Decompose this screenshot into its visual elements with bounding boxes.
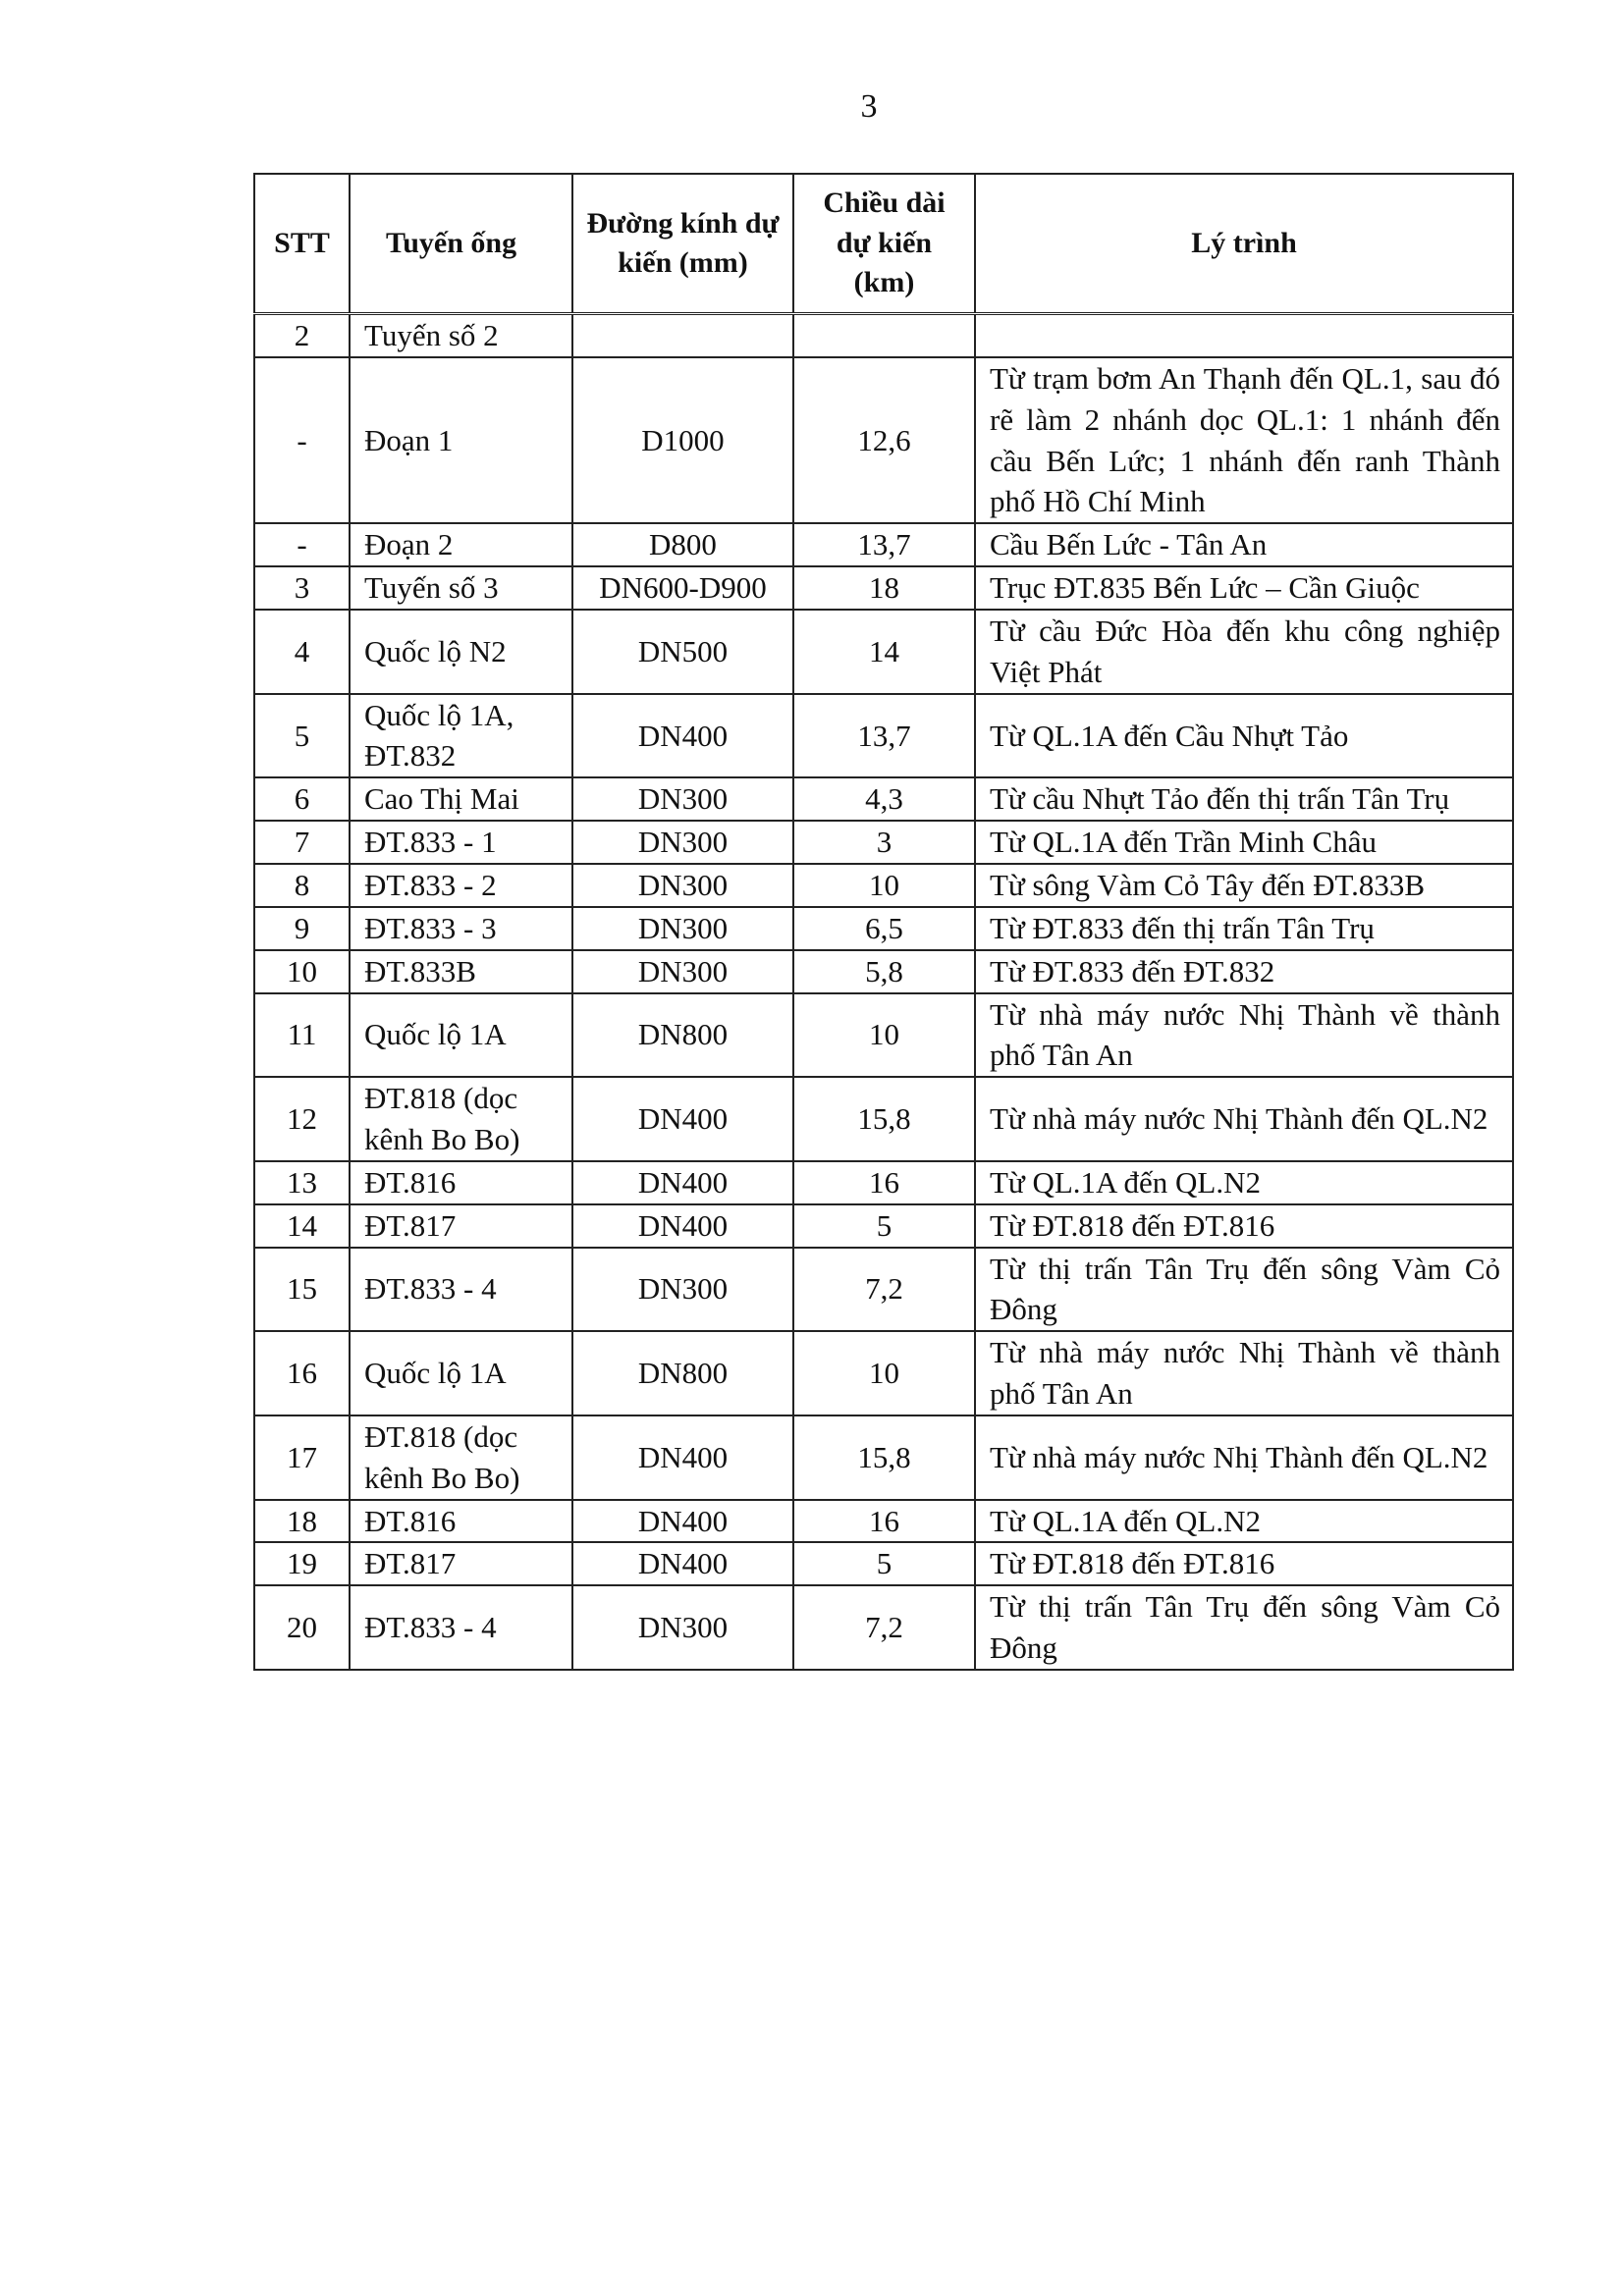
cell-length: 4,3	[793, 777, 975, 821]
cell-route: Đoạn 1	[350, 357, 572, 523]
cell-stt: 14	[254, 1204, 350, 1248]
cell-stt: 12	[254, 1077, 350, 1161]
cell-stt: 7	[254, 821, 350, 864]
cell-length: 16	[793, 1161, 975, 1204]
cell-route: Cao Thị Mai	[350, 777, 572, 821]
header-length: Chiều dài dự kiến (km)	[793, 174, 975, 314]
table-row	[254, 1161, 1513, 1204]
header-row	[254, 174, 1513, 314]
cell-description: Từ nhà máy nước Nhị Thành về thành phố Tân An	[975, 993, 1513, 1078]
cell-description: Từ trạm bơm An Thạnh đến QL.1, sau đó rẽ làm 2 nhánh dọc QL.1: 1 nhánh đến cầu Bến Lức; 1 nhánh đến ranh Thành phố Hồ Chí Minh	[975, 357, 1513, 523]
table-row	[254, 1415, 1513, 1500]
cell-length: 6,5	[793, 907, 975, 950]
cell-diameter: DN300	[572, 1248, 793, 1332]
cell-diameter: DN400	[572, 1415, 793, 1500]
cell-description: Từ QL.1A đến QL.N2	[975, 1161, 1513, 1204]
cell-stt: 2	[254, 314, 350, 357]
cell-route: ĐT.833B	[350, 950, 572, 993]
cell-description: Từ nhà máy nước Nhị Thành đến QL.N2	[975, 1415, 1513, 1500]
cell-length: 16	[793, 1500, 975, 1543]
cell-length	[793, 314, 975, 357]
header-diameter: Đường kính dự kiến (mm)	[572, 174, 793, 314]
cell-stt: -	[254, 523, 350, 566]
cell-length: 7,2	[793, 1248, 975, 1332]
table-row	[254, 610, 1513, 694]
page-number: 3	[860, 88, 878, 125]
header-description: Lý trình	[975, 174, 1513, 314]
cell-length: 7,2	[793, 1585, 975, 1670]
cell-length: 5,8	[793, 950, 975, 993]
cell-route: Quốc lộ 1A	[350, 1331, 572, 1415]
table-row	[254, 1331, 1513, 1415]
cell-stt: 13	[254, 1161, 350, 1204]
cell-route: ĐT.818 (dọc kênh Bo Bo)	[350, 1415, 572, 1500]
cell-stt: 16	[254, 1331, 350, 1415]
cell-description: Từ QL.1A đến Cầu Nhựt Tảo	[975, 694, 1513, 778]
cell-diameter: DN600-D900	[572, 566, 793, 610]
header-route: Tuyến ống	[350, 174, 572, 314]
table-row	[254, 523, 1513, 566]
cell-diameter: DN400	[572, 1542, 793, 1585]
table-header	[254, 174, 1513, 314]
cell-stt: 6	[254, 777, 350, 821]
cell-route: ĐT.816	[350, 1500, 572, 1543]
table-row	[254, 821, 1513, 864]
cell-stt: 8	[254, 864, 350, 907]
cell-diameter: DN300	[572, 907, 793, 950]
cell-diameter: D1000	[572, 357, 793, 523]
cell-diameter: D800	[572, 523, 793, 566]
cell-diameter: DN400	[572, 1077, 793, 1161]
pipeline-table	[253, 173, 1514, 1671]
cell-length: 5	[793, 1542, 975, 1585]
cell-description	[975, 314, 1513, 357]
cell-diameter: DN300	[572, 777, 793, 821]
pipeline-table-container	[253, 173, 1512, 1671]
header-stt: STT	[254, 174, 350, 314]
cell-stt: 9	[254, 907, 350, 950]
cell-route: ĐT.833 - 3	[350, 907, 572, 950]
table-row	[254, 907, 1513, 950]
table-row	[254, 314, 1513, 357]
cell-length: 12,6	[793, 357, 975, 523]
cell-description: Từ cầu Nhựt Tảo đến thị trấn Tân Trụ	[975, 777, 1513, 821]
cell-description: Từ cầu Đức Hòa đến khu công nghiệp Việt Phát	[975, 610, 1513, 694]
cell-stt: 17	[254, 1415, 350, 1500]
cell-description: Từ thị trấn Tân Trụ đến sông Vàm Cỏ Đông	[975, 1585, 1513, 1670]
cell-route: ĐT.817	[350, 1542, 572, 1585]
table-row	[254, 864, 1513, 907]
table-row	[254, 694, 1513, 778]
cell-length: 10	[793, 1331, 975, 1415]
table-row	[254, 1542, 1513, 1585]
table-row	[254, 357, 1513, 523]
cell-description: Từ nhà máy nước Nhị Thành đến QL.N2	[975, 1077, 1513, 1161]
cell-diameter: DN800	[572, 993, 793, 1078]
table-row	[254, 1585, 1513, 1670]
cell-diameter: DN300	[572, 821, 793, 864]
cell-description: Cầu Bến Lức - Tân An	[975, 523, 1513, 566]
cell-description: Từ sông Vàm Cỏ Tây đến ĐT.833B	[975, 864, 1513, 907]
cell-route: Quốc lộ 1A, ĐT.832	[350, 694, 572, 778]
cell-stt: 15	[254, 1248, 350, 1332]
cell-description: Từ thị trấn Tân Trụ đến sông Vàm Cỏ Đông	[975, 1248, 1513, 1332]
cell-length: 13,7	[793, 694, 975, 778]
cell-description: Từ ĐT.833 đến ĐT.832	[975, 950, 1513, 993]
cell-diameter: DN400	[572, 1500, 793, 1543]
cell-stt: -	[254, 357, 350, 523]
table-row	[254, 566, 1513, 610]
cell-length: 5	[793, 1204, 975, 1248]
cell-description: Từ QL.1A đến QL.N2	[975, 1500, 1513, 1543]
cell-route: ĐT.818 (dọc kênh Bo Bo)	[350, 1077, 572, 1161]
cell-diameter: DN400	[572, 1204, 793, 1248]
table-body	[254, 314, 1513, 1671]
cell-route: ĐT.833 - 4	[350, 1585, 572, 1670]
table-row	[254, 1204, 1513, 1248]
cell-description: Từ ĐT.818 đến ĐT.816	[975, 1542, 1513, 1585]
cell-route: Quốc lộ 1A	[350, 993, 572, 1078]
cell-length: 18	[793, 566, 975, 610]
cell-diameter	[572, 314, 793, 357]
cell-stt: 5	[254, 694, 350, 778]
cell-route: ĐT.817	[350, 1204, 572, 1248]
cell-diameter: DN300	[572, 1585, 793, 1670]
cell-stt: 11	[254, 993, 350, 1078]
cell-route: ĐT.816	[350, 1161, 572, 1204]
table-row	[254, 993, 1513, 1078]
table-row	[254, 1500, 1513, 1543]
cell-length: 15,8	[793, 1415, 975, 1500]
cell-length: 14	[793, 610, 975, 694]
cell-route: Tuyến số 3	[350, 566, 572, 610]
table-row	[254, 777, 1513, 821]
cell-stt: 19	[254, 1542, 350, 1585]
cell-length: 15,8	[793, 1077, 975, 1161]
cell-description: Từ ĐT.818 đến ĐT.816	[975, 1204, 1513, 1248]
cell-diameter: DN300	[572, 864, 793, 907]
cell-stt: 10	[254, 950, 350, 993]
cell-diameter: DN300	[572, 950, 793, 993]
cell-length: 13,7	[793, 523, 975, 566]
cell-diameter: DN800	[572, 1331, 793, 1415]
cell-description: Trục ĐT.835 Bến Lức – Cần Giuộc	[975, 566, 1513, 610]
cell-length: 3	[793, 821, 975, 864]
cell-route: Tuyến số 2	[350, 314, 572, 357]
cell-route: ĐT.833 - 4	[350, 1248, 572, 1332]
cell-description: Từ ĐT.833 đến thị trấn Tân Trụ	[975, 907, 1513, 950]
cell-length: 10	[793, 993, 975, 1078]
cell-stt: 4	[254, 610, 350, 694]
cell-description: Từ QL.1A đến Trần Minh Châu	[975, 821, 1513, 864]
cell-route: ĐT.833 - 1	[350, 821, 572, 864]
cell-diameter: DN400	[572, 694, 793, 778]
cell-stt: 18	[254, 1500, 350, 1543]
table-row	[254, 1077, 1513, 1161]
table-row	[254, 950, 1513, 993]
cell-diameter: DN400	[572, 1161, 793, 1204]
cell-diameter: DN500	[572, 610, 793, 694]
cell-length: 10	[793, 864, 975, 907]
cell-route: Đoạn 2	[350, 523, 572, 566]
cell-stt: 20	[254, 1585, 350, 1670]
cell-description: Từ nhà máy nước Nhị Thành về thành phố Tân An	[975, 1331, 1513, 1415]
cell-route: ĐT.833 - 2	[350, 864, 572, 907]
cell-route: Quốc lộ N2	[350, 610, 572, 694]
table-row	[254, 1248, 1513, 1332]
cell-stt: 3	[254, 566, 350, 610]
